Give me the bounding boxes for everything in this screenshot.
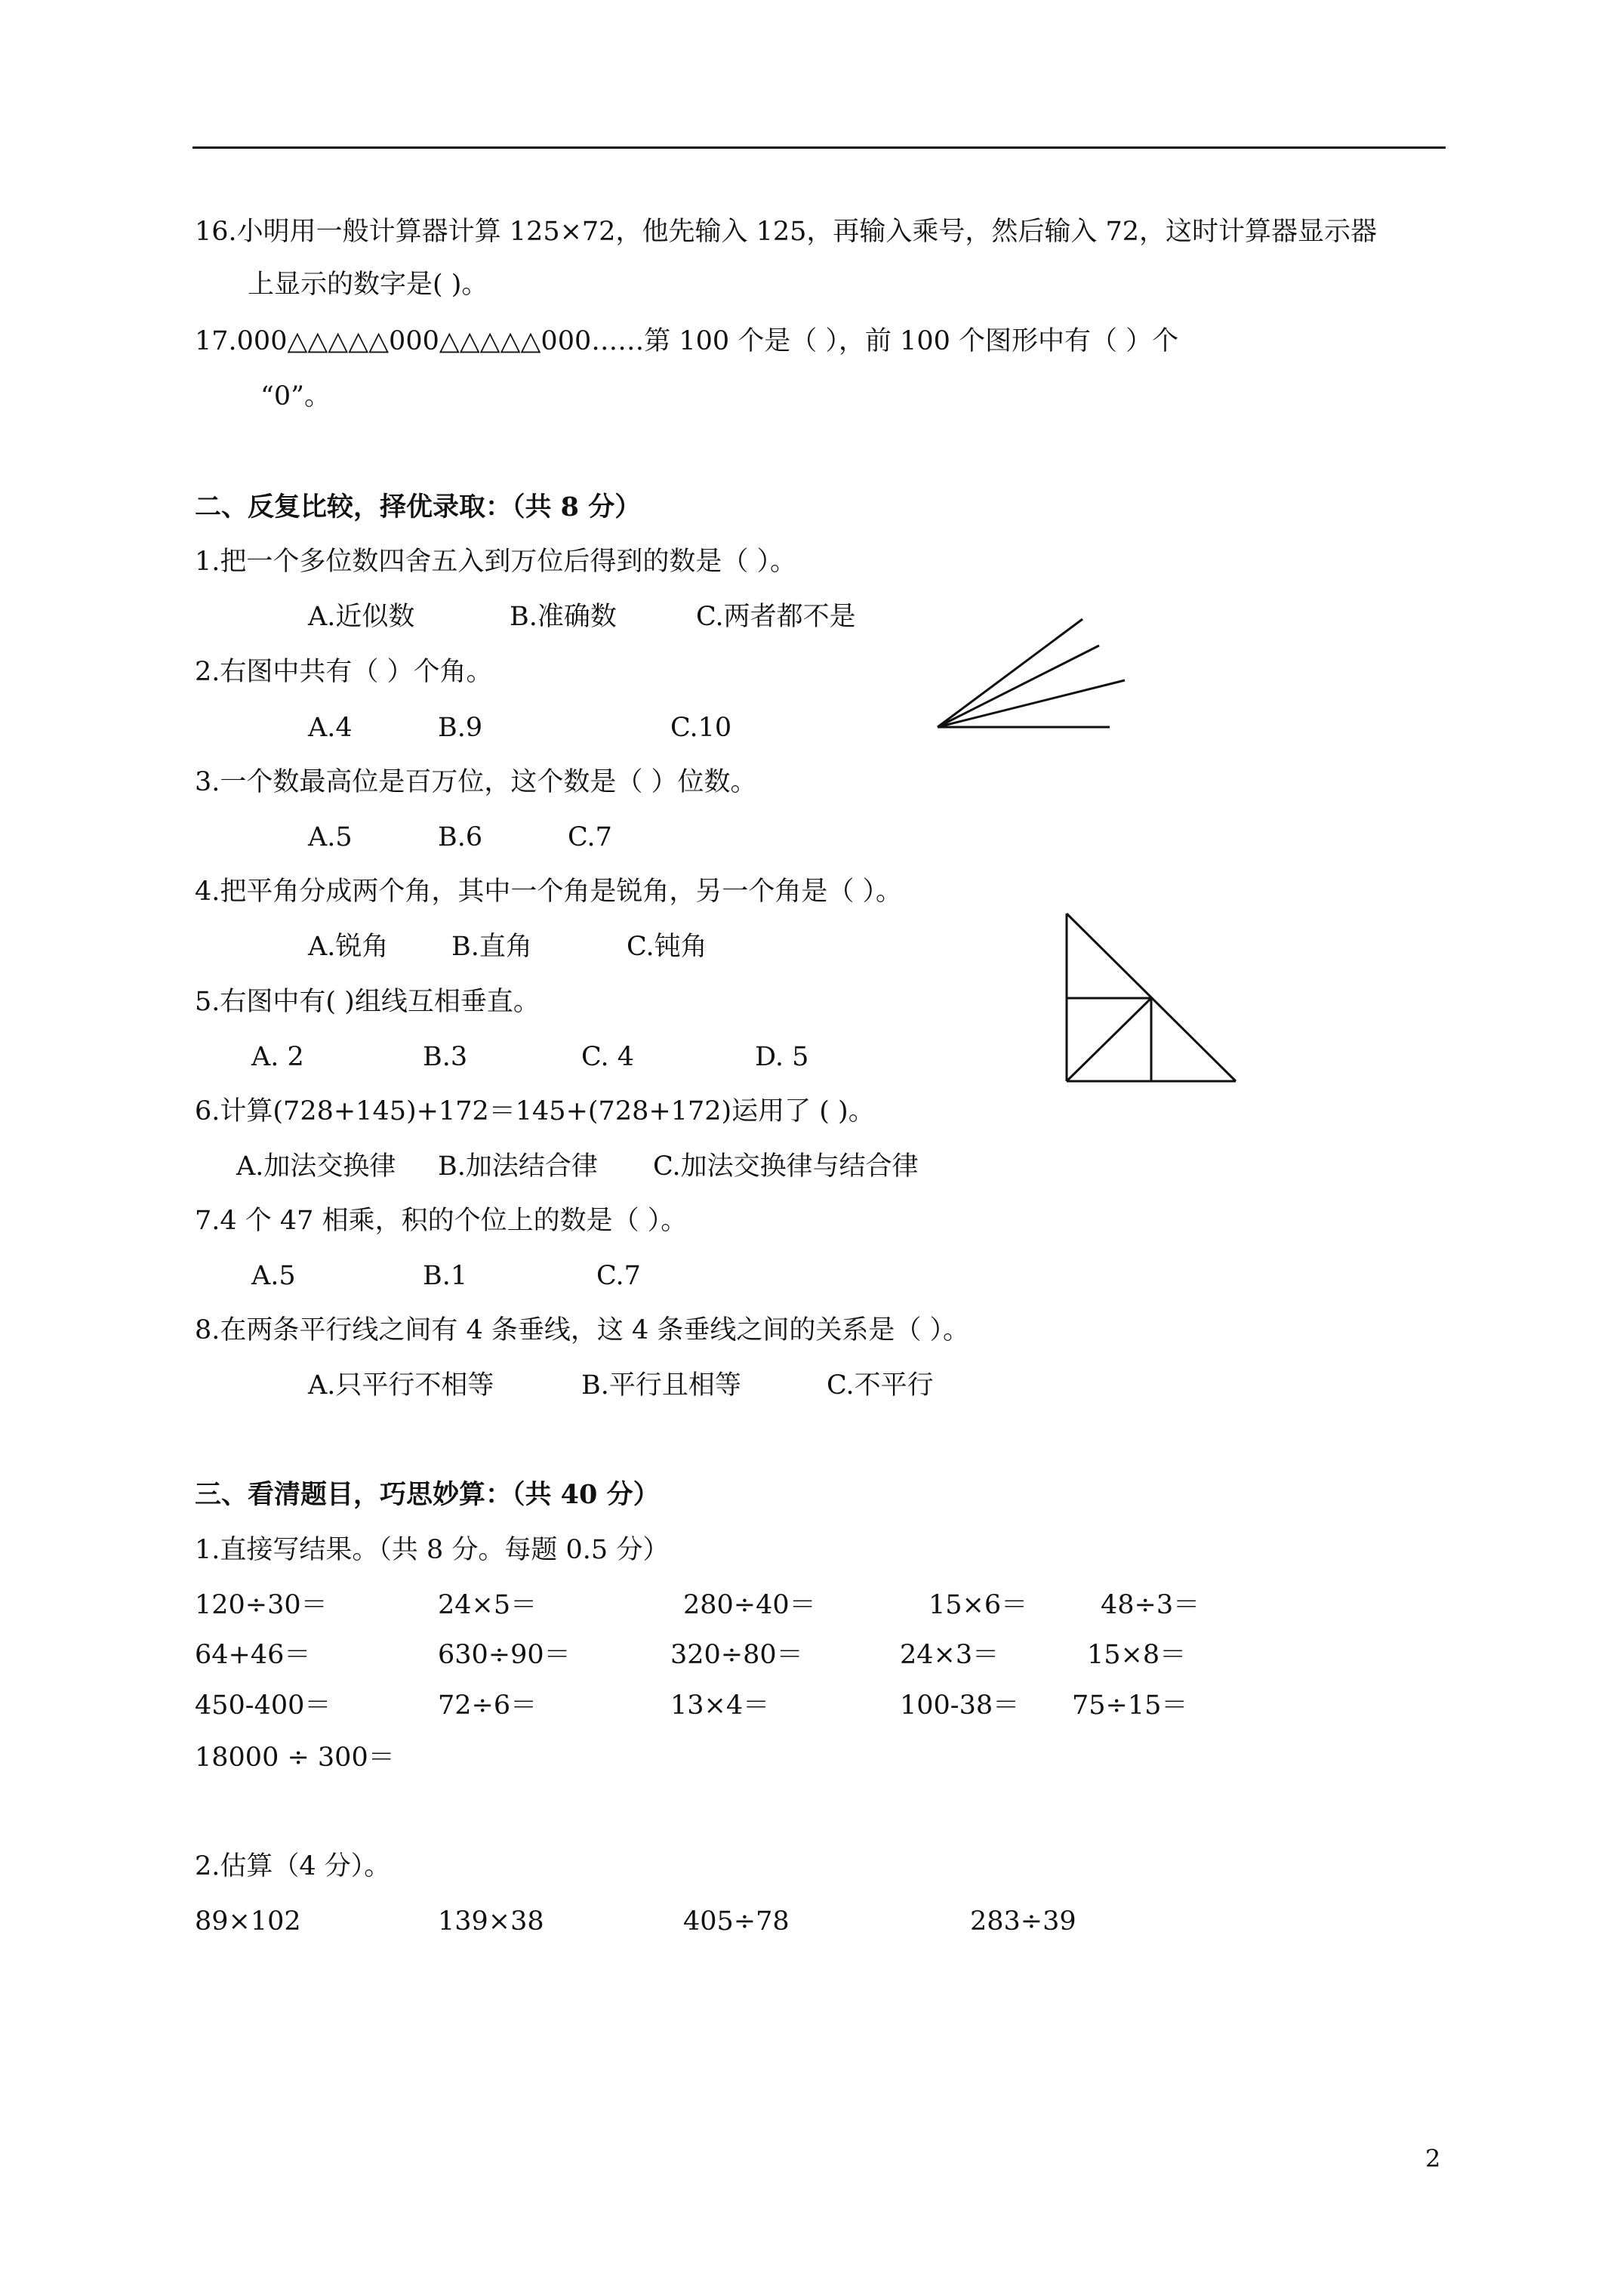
q16-line2: 上显示的数字是( )。 — [248, 270, 488, 300]
calc-item: 72÷6＝ — [438, 1690, 537, 1721]
s2-q2-option-b: B.9 — [438, 713, 483, 743]
s2-q8-option-a: A.只平行不相等 — [308, 1370, 494, 1401]
q17-line2: “0”。 — [260, 381, 331, 411]
s2-q5-option-a: A. 2 — [251, 1042, 304, 1072]
s2-q3-option-b: B.6 — [438, 822, 483, 852]
s2-q8-option-c: C.不平行 — [827, 1370, 934, 1401]
calc-item: 120÷30＝ — [195, 1590, 328, 1620]
calc-item: 75÷15＝ — [1072, 1690, 1188, 1721]
header-rule — [192, 146, 1446, 149]
s2-q6-option-a: A.加法交换律 — [236, 1151, 396, 1182]
s2-q4-option-a: A.锐角 — [308, 932, 389, 962]
s3-q2: 2.估算（4 分）。 — [195, 1851, 391, 1881]
calc-item: 15×6＝ — [929, 1590, 1028, 1620]
calc-item: 64+46＝ — [195, 1640, 311, 1670]
calc-item: 24×5＝ — [438, 1590, 537, 1620]
s2-q6-option-c: C.加法交换律与结合律 — [653, 1151, 919, 1182]
rays-angle-figure — [929, 608, 1132, 736]
s2-q4-option-b: B.直角 — [451, 932, 532, 962]
s2-q6-option-b: B.加法结合律 — [438, 1151, 598, 1182]
calc-item: 100-38＝ — [900, 1690, 1020, 1721]
page-number: 2 — [1425, 2144, 1441, 2173]
s2-q7-option-c: C.7 — [596, 1261, 641, 1291]
calc-item: 18000 ÷ 300＝ — [195, 1743, 395, 1773]
s2-q5-option-b: B.3 — [423, 1042, 468, 1072]
s2-q5-option-d: D. 5 — [755, 1042, 809, 1072]
s2-q7-option-b: B.1 — [423, 1261, 468, 1291]
calc-item: 13×4＝ — [670, 1690, 770, 1721]
s2-q8: 8.在两条平行线之间有 4 条垂线，这 4 条垂线之间的关系是（ ）。 — [195, 1315, 970, 1345]
s3-q1: 1.直接写结果。（共 8 分。每题 0.5 分） — [195, 1535, 670, 1565]
s2-q3: 3.一个数最高位是百万位，这个数是（ ）位数。 — [195, 767, 757, 797]
s2-q1-option-b: B.准确数 — [510, 602, 617, 632]
estimate-item: 89×102 — [195, 1906, 301, 1937]
calc-item: 320÷80＝ — [670, 1640, 803, 1670]
calc-item: 630÷90＝ — [438, 1640, 571, 1670]
calc-item: 48÷3＝ — [1101, 1590, 1200, 1620]
s2-q1-option-c: C.两者都不是 — [696, 602, 856, 632]
s2-q2: 2.右图中共有（ ）个角。 — [195, 657, 493, 687]
q16-line1: 16.小明用一般计算器计算 125×72，他先输入 125，再输入乘号，然后输入 72，这时计算器显示器 — [195, 217, 1378, 247]
s2-q4: 4.把平角分成两个角，其中一个角是锐角，另一个角是（ ）。 — [195, 877, 903, 907]
section3-heading: 三、看清题目，巧思妙算：（共 40 分） — [195, 1479, 660, 1510]
calc-item: 450-400＝ — [195, 1690, 331, 1721]
calc-item: 15×8＝ — [1087, 1640, 1187, 1670]
s2-q1-option-a: A.近似数 — [308, 602, 415, 632]
s2-q7: 7.4 个 47 相乘，积的个位上的数是（ ）。 — [195, 1206, 688, 1236]
s2-q2-option-c: C.10 — [670, 713, 732, 743]
s2-q5-option-c: C. 4 — [581, 1042, 635, 1072]
s2-q6: 6.计算(728+145)+172＝145+(728+172)运用了 ( )。 — [195, 1096, 875, 1126]
estimate-item: 139×38 — [438, 1906, 544, 1937]
section2-heading: 二、反复比较，择优录取：（共 8 分） — [195, 492, 642, 522]
s2-q7-option-a: A.5 — [251, 1261, 296, 1291]
s2-q3-option-c: C.7 — [568, 822, 612, 852]
estimate-item: 405÷78 — [683, 1906, 790, 1937]
s2-q8-option-b: B.平行且相等 — [581, 1370, 741, 1401]
calc-item: 24×3＝ — [900, 1640, 999, 1670]
s2-q2-option-a: A.4 — [308, 713, 353, 743]
s2-q5: 5.右图中有( )组线互相垂直。 — [195, 987, 540, 1017]
estimate-item: 283÷39 — [970, 1906, 1076, 1937]
s2-q1: 1.把一个多位数四舍五入到万位后得到的数是（ ）。 — [195, 547, 797, 577]
calc-item: 280÷40＝ — [683, 1590, 816, 1620]
q17-line1: 17.000△△△△△000△△△△△000……第 100 个是（ ），前 100 个图形中有（ ）个 — [195, 326, 1179, 356]
triangle-figure — [1061, 906, 1249, 1087]
s2-q3-option-a: A.5 — [308, 822, 353, 852]
s2-q4-option-c: C.钝角 — [627, 932, 707, 962]
